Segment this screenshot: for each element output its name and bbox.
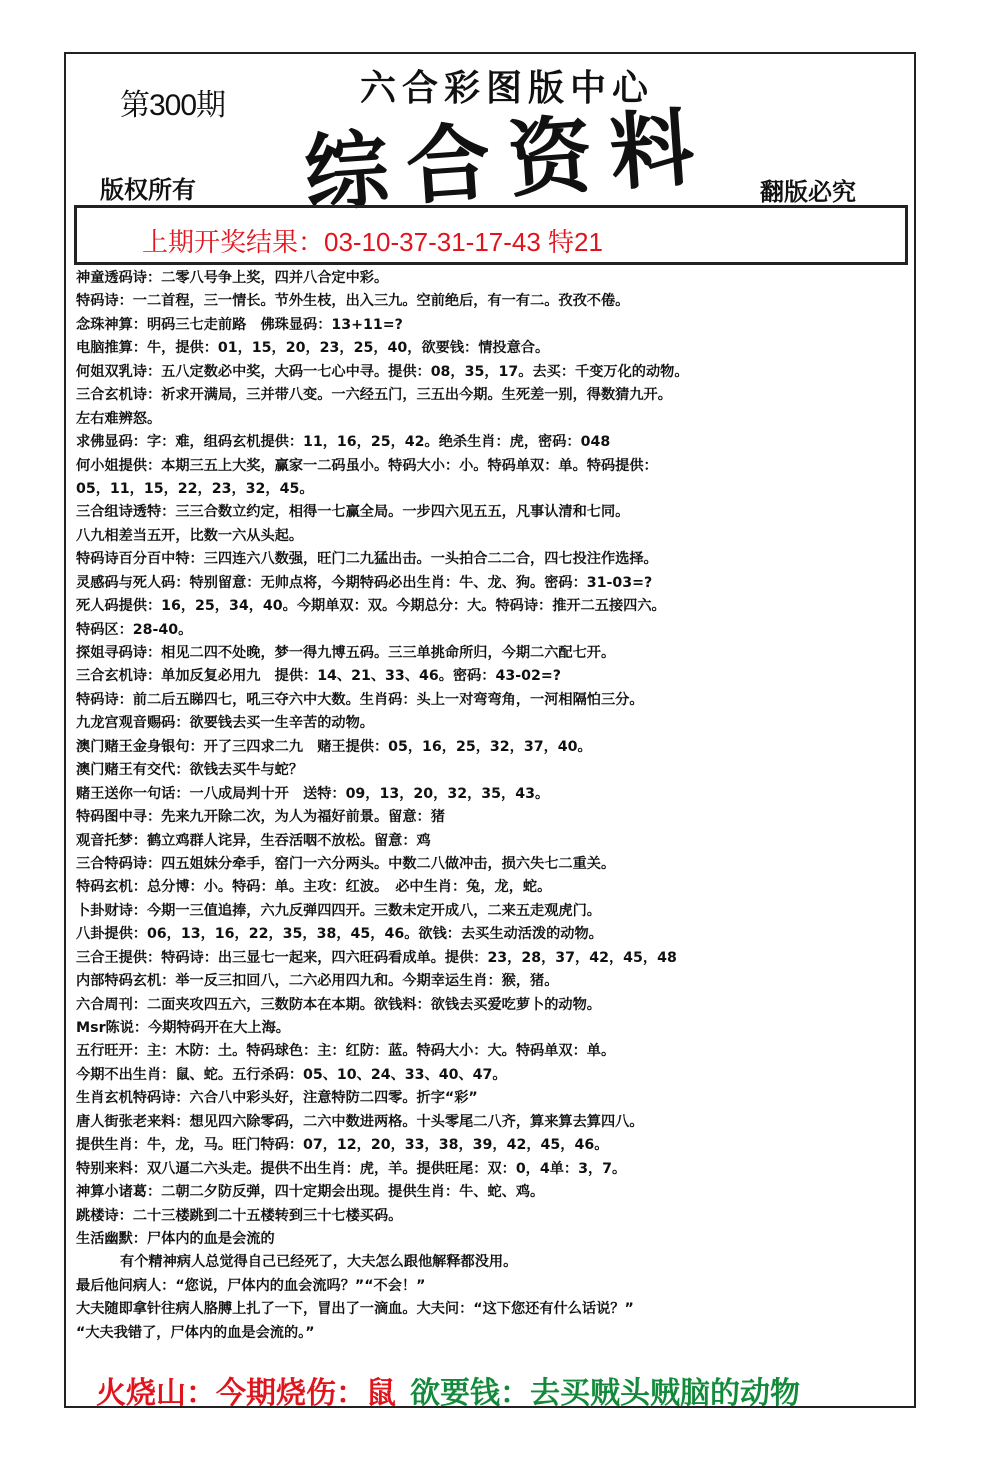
content-line: 灵感码与死人码：特别留意：无帅点将，今期特码必出生肖：牛、龙、狗。密码：31-03=? bbox=[76, 574, 653, 591]
content-line: 三合玄机诗：单加反复必用九 提供：14、21、33、46。密码：43-02=? bbox=[76, 668, 561, 685]
content-line: 死人码提供：16，25，34，40。今期单双：双。今期总分：大。特码诗：推开二五接四六。 bbox=[76, 598, 666, 615]
content-line: 三合王提供：特码诗：出三显七一起来，四六旺码看成单。提供：23，28，37，42，45，48 bbox=[76, 949, 677, 966]
content-line: 05，11，15，22，23，32，45。 bbox=[76, 480, 314, 497]
content-line: 八九相差当五开，比数一六从头起。 bbox=[76, 527, 304, 544]
content-line: 特码诗：一二首程，三一情长。节外生枝，出入三九。空前绝后，有一有二。孜孜不倦。 bbox=[76, 293, 630, 310]
big-title: 综合资料 bbox=[301, 96, 716, 224]
content-line: “大夫我错了，尸体内的血是会流的。” bbox=[76, 1324, 315, 1341]
content-line: 生活幽默：尸体内的血是会流的 bbox=[76, 1230, 275, 1247]
content-line: 提供生肖：牛，龙，马。旺门特码：07，12，20，33，38，39，42，45，46。 bbox=[76, 1137, 609, 1154]
content-line: 九龙宫观音赐码：欲要钱去买一生辛苦的动物。 bbox=[76, 715, 374, 732]
content-line: 三合组诗透特：三三合数立约定，相得一七赢全局。一步四六见五五，凡事认清和七同。 bbox=[76, 504, 630, 521]
issue-number: 第300期 bbox=[120, 89, 226, 122]
footer-green-text: 欲要钱：去买贼头贼脑的动物 bbox=[410, 1376, 800, 1411]
content-line: 澳门赌王金身银句：开了三四求二九 赌王提供：05，16，25，32，37，40。 bbox=[76, 738, 592, 755]
content-line: 何姐双乳诗：五八定数必中奖，大码一七心中寻。提供：08，35，17。去买：千变万化的动物。 bbox=[76, 363, 689, 380]
content-line: 最后他问病人：“您说，尸体内的血会流吗？”“不会！” bbox=[76, 1277, 426, 1294]
content-line: 有个精神病人总觉得自己已经死了，大夫怎么跟他解释都没用。 bbox=[120, 1254, 518, 1271]
copyright-right: 翻版必究 bbox=[760, 177, 856, 206]
content-line: 神算小诸葛：二朝二夕防反弹，四十定期会出现。提供生肖：牛、蛇、鸡。 bbox=[76, 1184, 545, 1201]
content-line: 特码区：28-40。 bbox=[76, 621, 193, 638]
content-line: 特码玄机：总分博：小。特码：单。主攻：红波。 必中生肖：兔，龙，蛇。 bbox=[76, 879, 552, 896]
content-line: 八卦提供：06，13，16，22，35，38，45，46。欲钱：去买生动活泼的动物。 bbox=[76, 926, 603, 943]
footer-red-text: 火烧山：今期烧伤：鼠 bbox=[96, 1376, 396, 1411]
content-line: 神童透码诗：二零八号争上奖，四并八合定中彩。 bbox=[76, 270, 389, 286]
result-text: 上期开奖结果：03-10-37-31-17-43 特21 bbox=[142, 227, 603, 257]
center-title: 六合彩图版中心 bbox=[360, 67, 655, 109]
content-line: 跳楼诗：二十三楼跳到二十五楼转到三十七楼买码。 bbox=[76, 1207, 403, 1224]
content-list bbox=[76, 267, 906, 1345]
content-line: 卜卦财诗：今期一三值追捧，六九反弹四四开。三数未定开成八，二来五走观虎门。 bbox=[76, 902, 601, 919]
content-line: 特码诗：前二后五睇四七，吼三夺六中大数。生肖码：头上一对弯弯角，一河相隔怕三分。 bbox=[76, 691, 644, 708]
content-line: 六合周刊：二面夹攻四五六，三数防本在本期。欲钱料：欲钱去买爱吃萝卜的动物。 bbox=[76, 996, 601, 1013]
content-line: 大夫随即拿针往病人胳膊上扎了一下，冒出了一滴血。大夫问：“这下您还有什么话说？” bbox=[76, 1301, 634, 1318]
content-line: 内部特码玄机：举一反三扣回八，二六必用四九和。今期幸运生肖：猴，猪。 bbox=[76, 973, 559, 990]
content-line: 求佛显码：字：难，组码玄机提供：11，16，25，42。绝杀生肖：虎，密码：048 bbox=[76, 434, 611, 451]
content-line: 今期不出生肖：鼠、蛇。五行杀码：05、10、24、33、40、47。 bbox=[76, 1066, 507, 1083]
content-line: 三合玄机诗：祈求开满局，三并带八变。一六经五门，三五出今期。生死差一别，得数猜九开。 bbox=[76, 387, 672, 404]
content-line: 特码图中寻：先来九开除二次，为人为福好前景。留意：猪 bbox=[76, 809, 445, 826]
content-line: 电脑推算：牛，提供：01，15，20，23，25，40，欲要钱：情投意合。 bbox=[76, 340, 550, 357]
content-line: 五行旺开：主：木防：土。特码球色：主：红防：蓝。特码大小：大。特码单双：单。 bbox=[76, 1043, 616, 1060]
content-line: 念珠神算：明码三七走前路 佛珠显码：13+11=? bbox=[76, 316, 403, 333]
content-line: Msr陈说：今期特码开在大上海。 bbox=[76, 1020, 290, 1036]
content-line: 澳门赌王有交代：欲钱去买牛与蛇？ bbox=[76, 762, 304, 779]
content-line: 赌王送你一句话：一八成局判十开 送特：09，13，20，32，35，43。 bbox=[76, 785, 550, 802]
content-line: 唐人街张老来料：想见四六除零码，二六中数进两格。十头零尾二八齐，算来算去算四八。 bbox=[76, 1113, 644, 1130]
content-line: 特别来料：双八逼二六头走。提供不出生肖：虎，羊。提供旺尾：双：0，4单：3，7。 bbox=[76, 1160, 627, 1177]
footer bbox=[96, 1368, 800, 1412]
content-line: 生肖玄机特码诗：六合八中彩头好，注意特防二四零。折字“彩” bbox=[76, 1090, 478, 1107]
copyright-left: 版权所有 bbox=[100, 175, 196, 204]
content-line: 左右难辨怒。 bbox=[76, 410, 162, 427]
content-line: 特码诗百分百中特：三四连六八数强，旺门二九猛出击。一头拍合二二合，四七投注作选择。 bbox=[76, 551, 658, 568]
content-line: 三合特码诗：四五姐妹分牵手，窑门一六分两头。中数二八做冲击，损六失七二重关。 bbox=[76, 855, 616, 872]
content-line: 观音托梦：鹤立鸡群人诧异，生吞活咽不放松。留意：鸡 bbox=[76, 832, 431, 849]
content-line: 何小姐提供：本期三五上大奖，赢家一二码虽小。特码大小：小。特码单双：单。特码提供： bbox=[76, 457, 658, 474]
content-line: 探姐寻码诗：相见二四不处晚，梦一得九博五码。三三单挑命所归，今期二六配七开。 bbox=[76, 645, 616, 661]
